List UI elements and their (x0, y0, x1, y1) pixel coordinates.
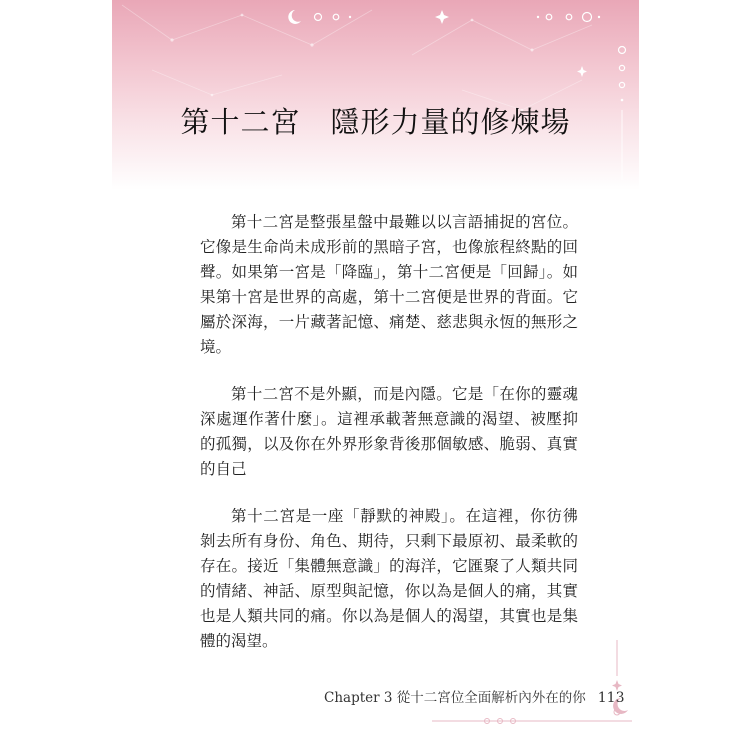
chapter-label: Chapter 3 從十二宮位全面解析內外在的你 (324, 690, 586, 706)
book-page (112, 0, 639, 750)
paragraph: 第十二宮是一座「靜默的神殿」。在這裡，你彷彿剝去所有身份、角色、期待，只剩下最原初、最柔軟的存在。接近「集體無意識」的海洋，它匯聚了人類共同的情緒、神話、原型與記憶，你以為是個人的痛，其實也是人類共同的痛。你以為是個人的渴望，其實也是集體的渴望。 (200, 507, 578, 650)
moon-icon (288, 10, 301, 24)
star-sparkle-icon (435, 10, 587, 77)
body-text (200, 210, 578, 676)
paragraph: 第十二宮是整張星盤中最難以以言語捕捉的宮位。它像是生命尚未成形前的黑暗子宮，也像旅程終點的回聲。如果第一宮是「降臨」，第十二宮便是「回歸」。如果第十宮是世界的高處，第十二宮便是世界的背面。它屬於深海，一片藏著記憶、痛楚、慈悲與永恆的無形之境。 (200, 213, 578, 356)
circle-dot-icon (315, 13, 592, 22)
page-title: 第十二宮 隱形力量的修煉場 (180, 105, 571, 139)
page-number: 113 (597, 690, 625, 706)
running-footer (324, 686, 625, 706)
paragraph: 第十二宮不是外顯，而是內隱。它是「在你的靈魂深處運作著什麼」。這裡承載著無意識的渴望、被壓抑的孤獨，以及你在外界形象背後那個敏感、脆弱、真實的自己 (200, 385, 578, 478)
